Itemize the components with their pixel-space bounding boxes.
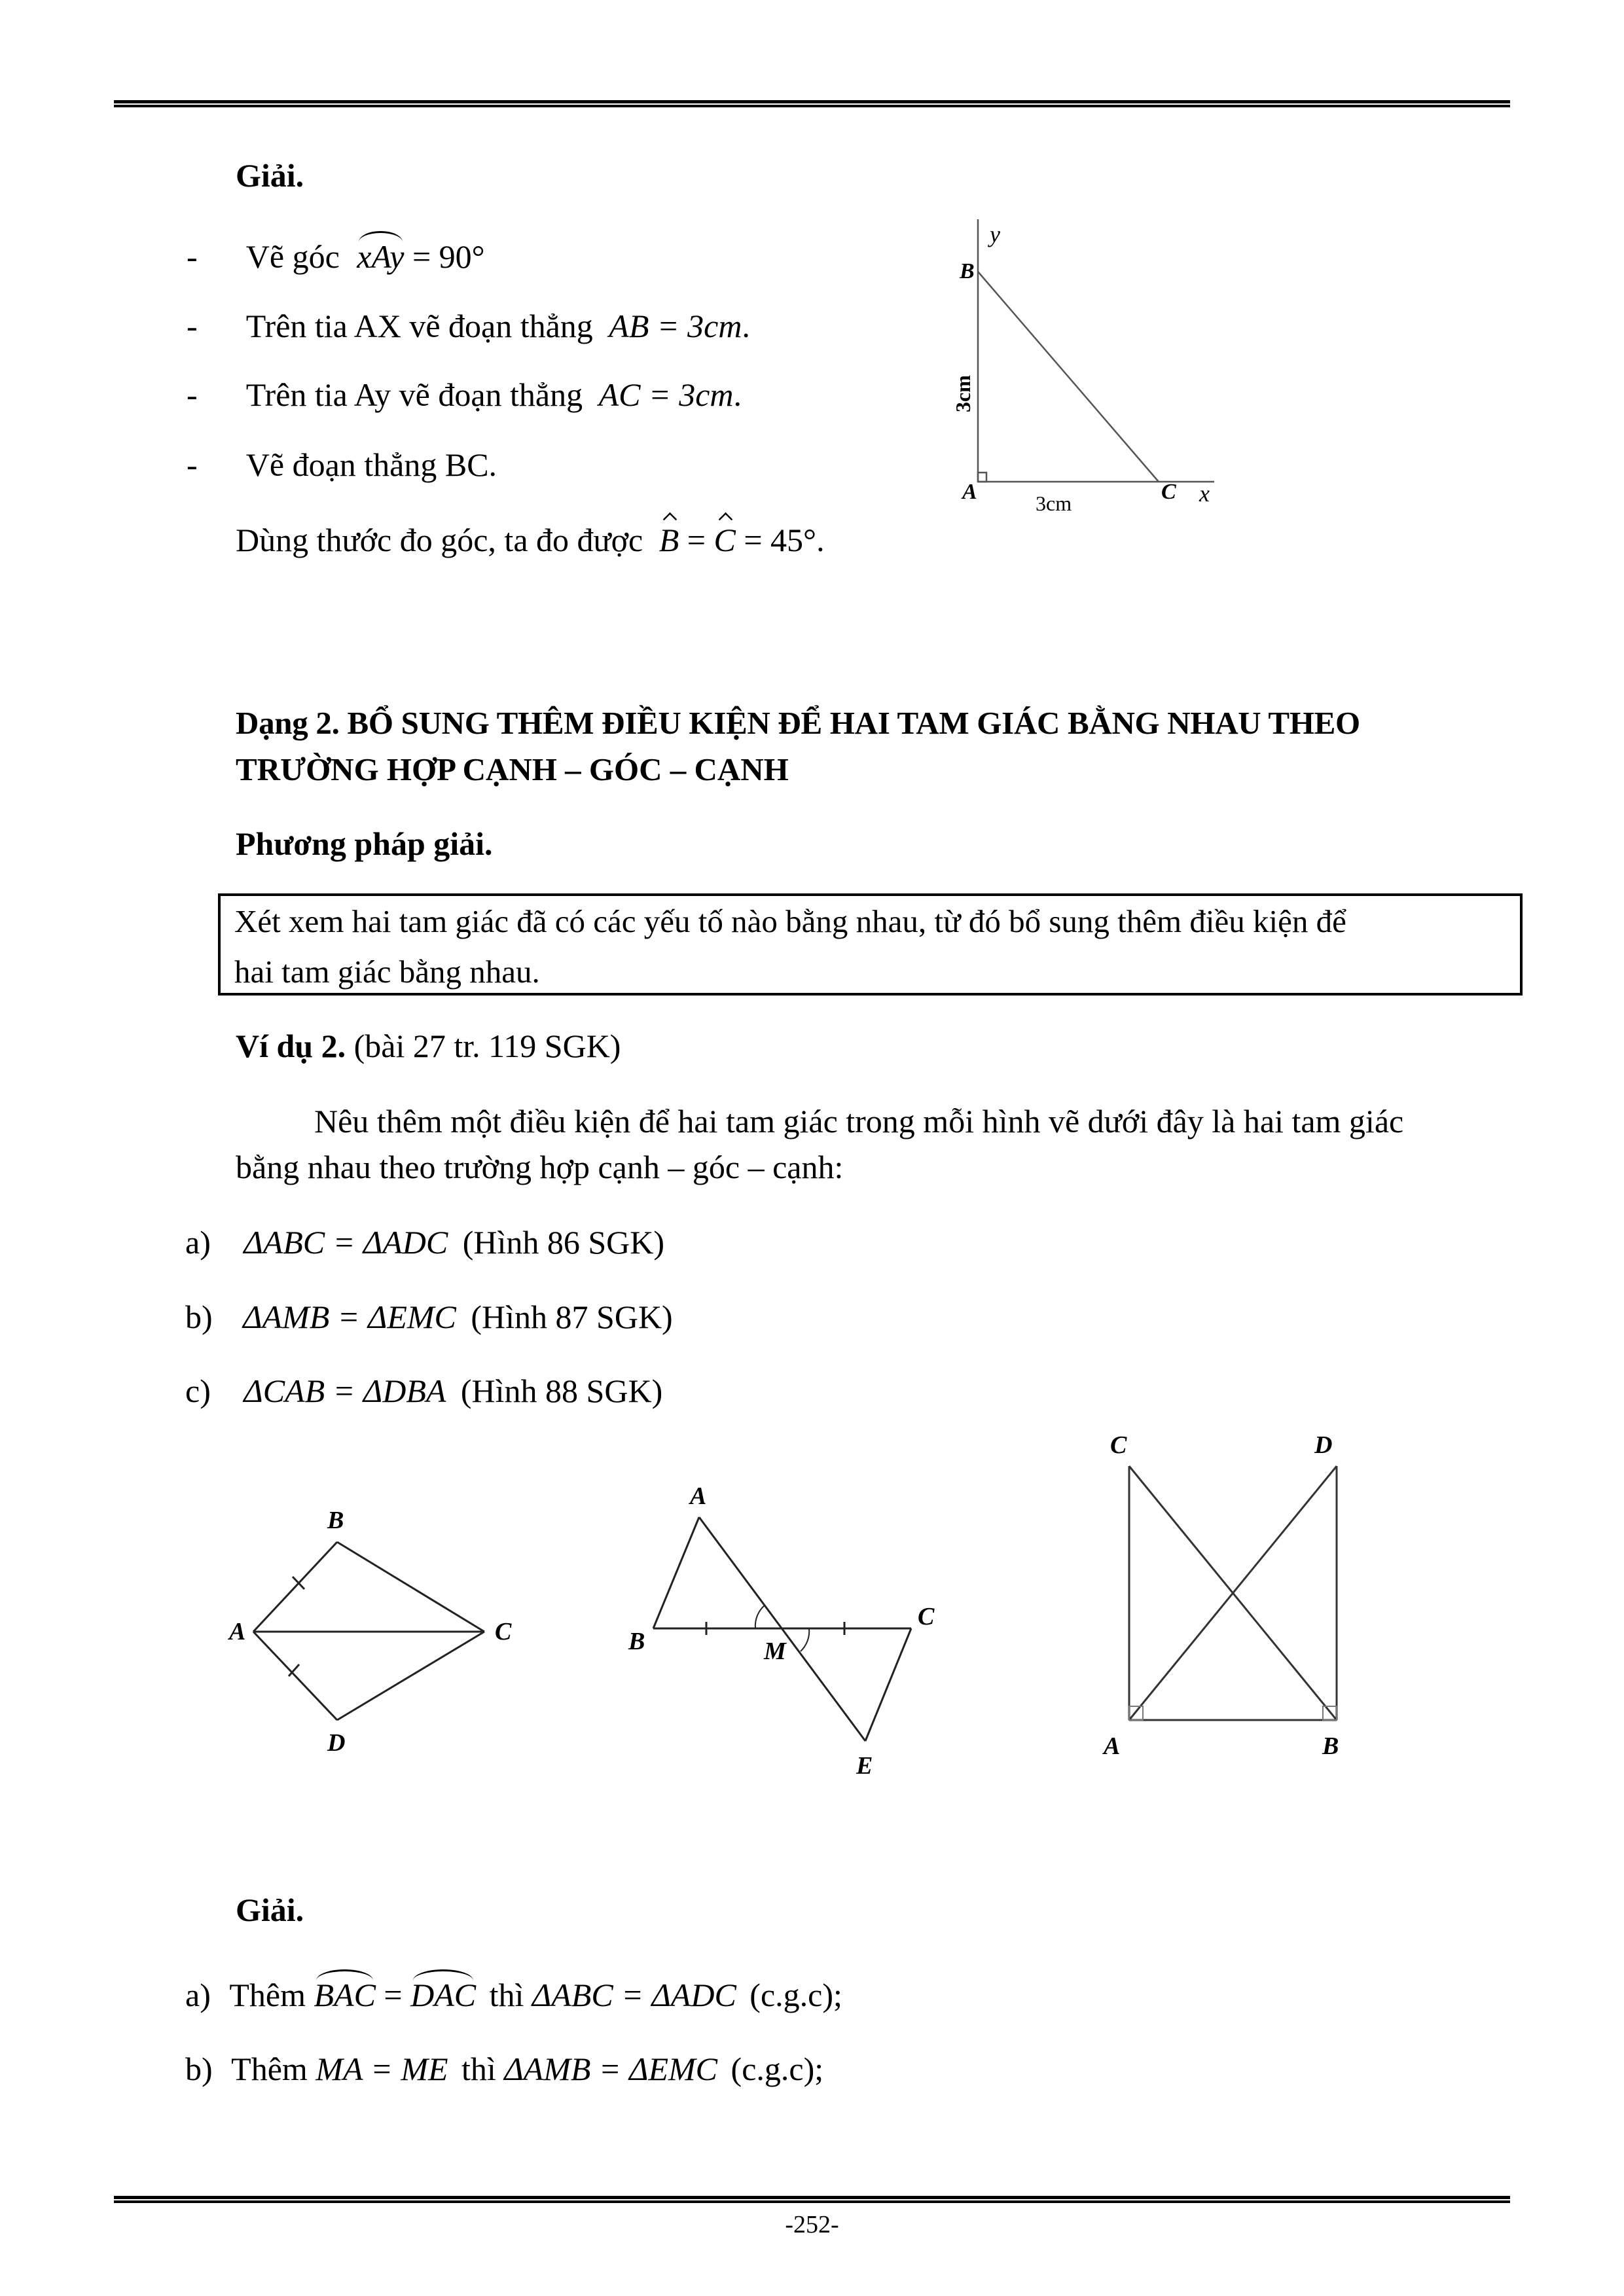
item-ref: (Hình 87 SGK) bbox=[471, 1299, 673, 1335]
item-ref: (Hình 86 SGK) bbox=[462, 1224, 665, 1261]
equals: = bbox=[384, 1977, 403, 2013]
item-label: c) bbox=[185, 1372, 211, 1409]
solution-a bbox=[185, 1979, 842, 2011]
step-dash: - bbox=[187, 308, 198, 344]
page-number: -252- bbox=[785, 2211, 839, 2238]
fig86-label-A: A bbox=[229, 1618, 246, 1645]
fig88-label-C: C bbox=[1110, 1431, 1127, 1459]
solution-then: thì bbox=[461, 2051, 496, 2087]
step-text: Trên tia AX vẽ đoạn thẳng bbox=[245, 308, 593, 344]
figure-87 bbox=[653, 1517, 911, 1741]
fig87-label-A: A bbox=[690, 1482, 707, 1510]
fig87-label-C: C bbox=[918, 1603, 935, 1630]
fig87-label-B: B bbox=[628, 1628, 645, 1655]
section-heading-line1: Dạng 2. BỔ SUNG THÊM ĐIỀU KIỆN ĐỂ HAI TAM GIÁC BẰNG NHAU THEO bbox=[236, 705, 1360, 741]
angle-DAC: DAC bbox=[410, 1977, 477, 2013]
period: . bbox=[816, 522, 825, 558]
example-ref: (bài 27 tr. 119 SGK) bbox=[353, 1028, 621, 1064]
step-period: . bbox=[733, 376, 742, 413]
footer-rule-thin bbox=[114, 2200, 1510, 2203]
label-y: y bbox=[990, 221, 1000, 247]
section-heading-line2: TRƯỜNG HỢP CẠNH – GÓC – CẠNH bbox=[236, 751, 789, 787]
step-text: Trên tia Ay vẽ đoạn thẳng bbox=[245, 376, 583, 413]
label-A: A bbox=[962, 480, 977, 504]
prompt-line2: bằng nhau theo trường hợp cạnh – góc – cạnh: bbox=[236, 1149, 844, 1185]
angle-xAy: xAy bbox=[357, 238, 405, 275]
step-math: AC = 3cm bbox=[598, 376, 734, 413]
step-text: Vẽ đoạn thẳng BC. bbox=[245, 446, 497, 483]
angle-value: = 45° bbox=[744, 522, 817, 558]
item-math: ΔABC = ΔADC bbox=[244, 1224, 448, 1261]
solution-word: Thêm bbox=[231, 2051, 308, 2087]
figure-88 bbox=[1129, 1466, 1337, 1720]
method-title: Phương pháp giải. bbox=[236, 825, 493, 862]
solution-title: Giải. bbox=[236, 157, 304, 194]
step-period: . bbox=[742, 308, 750, 344]
step-text: Vẽ góc bbox=[245, 238, 340, 275]
item-math: ΔCAB = ΔDBA bbox=[244, 1372, 446, 1409]
solution-tag: (c.g.c); bbox=[731, 2051, 824, 2087]
label-C: C bbox=[1161, 480, 1176, 504]
step-math: AB = 3cm bbox=[609, 308, 742, 344]
fig86-label-B: B bbox=[327, 1507, 344, 1534]
step-dash: - bbox=[187, 446, 198, 483]
fig87-label-M: M bbox=[764, 1638, 786, 1665]
fig88-label-D: D bbox=[1314, 1431, 1333, 1459]
label-B: B bbox=[960, 259, 975, 283]
solution-word: Thêm bbox=[229, 1977, 306, 2013]
equals: = bbox=[687, 522, 706, 558]
item-label: b) bbox=[185, 1299, 213, 1335]
conclusion-text: Dùng thước đo góc, ta đo được bbox=[236, 522, 643, 558]
prompt-line1: Nêu thêm một điều kiện để hai tam giác trong mỗi hình vẽ dưới đây là hai tam giác bbox=[314, 1103, 1404, 1139]
angle-B: B bbox=[659, 522, 679, 558]
label-side-ab: 3cm bbox=[951, 375, 975, 412]
fig88-label-A: A bbox=[1104, 1732, 1121, 1760]
method-box-line2: hai tam giác bằng nhau. bbox=[234, 954, 540, 990]
item-math: ΔAMB = ΔEMC bbox=[243, 1299, 456, 1335]
angle-BAC: BAC bbox=[314, 1977, 376, 2013]
example-label: Ví dụ 2. bbox=[236, 1028, 346, 1064]
solution-b bbox=[185, 2053, 823, 2085]
solution-condition: MA = ME bbox=[316, 2051, 448, 2087]
fig86-label-C: C bbox=[495, 1618, 512, 1645]
fig86-label-D: D bbox=[327, 1729, 346, 1757]
angle-value: = 90° bbox=[404, 238, 485, 275]
step-dash: - bbox=[187, 376, 198, 413]
solution-tag: (c.g.c); bbox=[749, 1977, 842, 2013]
solution-then: thì bbox=[489, 1977, 524, 2013]
figure-86 bbox=[253, 1542, 484, 1720]
label-side-ac: 3cm bbox=[1036, 492, 1072, 515]
fig87-label-E: E bbox=[856, 1752, 873, 1780]
solution-math: ΔAMB = ΔEMC bbox=[504, 2051, 718, 2087]
solution-math: ΔABC = ΔADC bbox=[532, 1977, 736, 2013]
solution-label: a) bbox=[185, 1977, 211, 2013]
fig88-label-B: B bbox=[1322, 1732, 1339, 1760]
method-box-line1: Xét xem hai tam giác đã có các yếu tố nào bằng nhau, từ đó bổ sung thêm điều kiện để bbox=[234, 903, 1346, 939]
item-label: a) bbox=[185, 1224, 211, 1261]
solution-label: b) bbox=[185, 2051, 213, 2087]
label-x: x bbox=[1199, 480, 1210, 507]
angle-C: C bbox=[713, 522, 736, 558]
solution2-title: Giải. bbox=[236, 1892, 304, 1928]
step-dash: - bbox=[187, 238, 198, 275]
item-ref: (Hình 88 SGK) bbox=[460, 1372, 663, 1409]
footer-rule-thick bbox=[114, 2196, 1510, 2199]
